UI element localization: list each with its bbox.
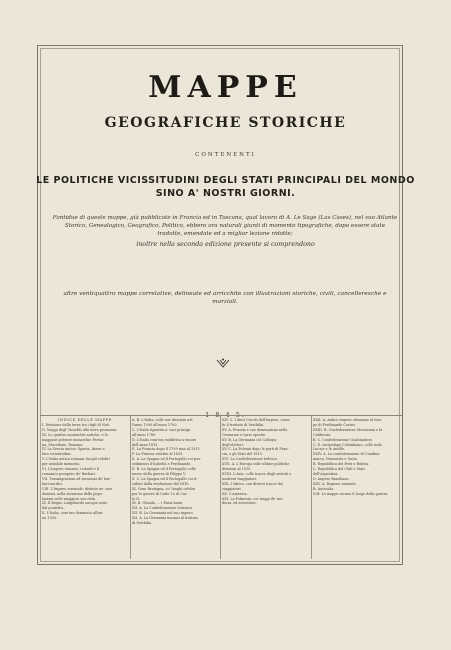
index-entry: Germania e varie epoche.	[222, 432, 267, 437]
index-column-1	[42, 418, 128, 558]
index-entry: C. D. Arcipelago Colombiano, colle isole	[313, 442, 382, 447]
heading-line-1: LE POLITICHE VICISSITUDINI DEGLI STATI PRINCIPALI DEL MONDO	[36, 175, 415, 186]
index-entry: V. L'Italia antica romana: luoghi celebri	[42, 457, 110, 462]
index-entry: X. B. La Spagna ed il Portogallo colle	[132, 467, 196, 472]
index-divider	[311, 416, 312, 559]
description-paragraph: Fontidue di queste mappe, già pubblicate in Francia ed in Toscana, qual lavoro di A. Le Sage (Las Cases), nel suo Atlante Storico, Genealogico, Geografico, Politico, ebbero ora naturali giunti di momento tipografiche, dopo essere state tradotte, emendate ed a miglior lezione ridotte;	[52, 215, 398, 237]
index-entry: bari nordici.	[42, 481, 64, 486]
heading-line-2: SINO A' NOSTRI GIORNI.	[155, 188, 296, 199]
index-entry: maggiori potenze monarchie Persia-	[42, 437, 105, 442]
index-entry: no 1300.	[42, 516, 58, 521]
additional-maps-note: altre ventiquattro mappe correlative, delineate ed arricchite con illustrazioni storiche, civili, cancelleresche e marziali.	[63, 291, 387, 305]
index-entry: III. Le quattro monarchie antiche, e le	[42, 432, 108, 437]
index-entry: sultati dalla rivoluzione del 1810.	[132, 481, 190, 486]
index-entry: IX. Il Regno Longobardo nacque sotto	[42, 501, 108, 506]
index-entry: XI. B. Olanda, ... i Paesi bassi.	[132, 501, 184, 506]
index-entry: XXIV. A. La confederazione di Cundina-	[313, 452, 381, 457]
index-entry: degl'elettori.	[222, 442, 245, 447]
index-entry: lo II.	[132, 496, 140, 501]
index-entry: nuove della guerra di Filippo V.	[132, 471, 186, 476]
index-entry: XI. Gran Bretagna, co' luoghi celebri	[132, 486, 196, 491]
page-title: MAPPE	[148, 70, 303, 105]
index-entry: XII. A. La Germania innanzi al trattato	[132, 516, 199, 521]
index-entry: Lucaie e le Antille.	[313, 447, 346, 452]
index-entry: N.B. Le mappe recano il luogo della guerra.	[313, 491, 389, 496]
index-entry: XVII. A. L'Europa colle ultime politiche	[222, 462, 290, 467]
index-column-3	[222, 418, 310, 558]
index-entry: moderni viaggiatori.	[222, 476, 258, 481]
index-entry: VI. L'Impero romano; i trionfi e il	[42, 467, 99, 472]
index-entry: lazioni nelle maggiori sue città.	[42, 496, 97, 501]
index-entry: B. Repubblica del Perù e Bolivia.	[313, 462, 370, 467]
index-entry: fu il trattato di Vestfalia.	[222, 422, 265, 427]
page-subtitle: GEOGRAFICHE STORICHE	[104, 115, 347, 131]
index-entry: B. C. Confederazione Guatimalese.	[313, 437, 373, 442]
index-entry: dal pontefici.	[42, 506, 65, 511]
index-entry: di Vestfalia.	[132, 521, 153, 526]
index-entry: C. L'Italia ripartita a' vari principi	[132, 427, 191, 432]
index-entry: A. B. L'Italia, colle sue divisioni nel-	[132, 418, 194, 422]
index-entry: XVIII. L'Asia, colle tracce degli antichi e	[222, 471, 292, 476]
index-divider	[130, 416, 131, 559]
index-entry: B. Australia.	[313, 486, 335, 491]
index-entry: XII. A. La Confederazione Svizzera.	[132, 506, 193, 511]
index-entry: XII. B. La Germania nel suo impero.	[132, 511, 194, 516]
index-entry: California.	[313, 432, 332, 437]
index-entry: D. L'Italia com'era suddivisa a tenore	[132, 437, 197, 442]
contenenti-label: CONTENENTI	[195, 152, 256, 158]
index-divider	[220, 416, 221, 559]
index-column-4	[313, 418, 401, 558]
index-entry: dell'Argentina.	[313, 471, 339, 476]
index-entry: divisioni al 1815.	[222, 467, 252, 472]
index-entry: loro vicissitudini.	[42, 452, 72, 457]
index-entry: XIV. C. I dieci Circoli dell'Impero, come	[222, 418, 290, 422]
index-entry: dell'anno 1815.	[132, 442, 159, 447]
index-entry: D. Impero Brasiliano.	[313, 476, 350, 481]
index-entry: derni, ed avventure.	[222, 501, 257, 506]
index-entry: per notabile memoria.	[42, 462, 81, 467]
index-entry: marca, Venezuela e Quito.	[313, 457, 358, 462]
index-entry: XX. L'America.	[222, 491, 248, 496]
index-entry: sedimenti d'Isabella e Ferdinando.	[132, 462, 192, 467]
publication-year: 1 8 4 5.	[205, 411, 246, 419]
index-entry: all'anno 1789.	[132, 432, 157, 437]
index-entry: XV. A. Prussia e sue dominazioni nella	[222, 427, 288, 432]
index-entry: X. A. La Spagna ed il Portogallo coi pos-	[132, 457, 201, 462]
index-entry: VII. Trasmigrazioni ed invasioni de' bar-	[42, 476, 112, 481]
edition-note: inoltre nella seconda edizione presente si comprendono	[136, 241, 315, 248]
index-entry: X. L'Italia, com'era dominata all'an-	[42, 511, 104, 516]
index-entry: F. La Francia celebre al 1815.	[132, 452, 184, 457]
index-entry: E. La Francia dopo il 1799 sino al 1815.	[132, 447, 201, 452]
index-entry: XV. B. La Germania col Collegio	[222, 437, 277, 442]
index-entry: XXIII. B. Confederazione Messicana e la	[313, 427, 383, 432]
index-entry: XIX. L'Africa, con diversi tracce dei	[222, 481, 283, 486]
index-entry: I. Divisione della terra tra i figli di Noè.	[42, 422, 110, 427]
index-column-2	[132, 418, 220, 558]
index-entry: l'anno 1500 all'anno 1700.	[132, 422, 178, 427]
index-entry: X. C. La Spagna ed il Portogallo coi ri-	[132, 476, 198, 481]
index-entry: XV. C. La Polonia dopo le parti di Fran-	[222, 447, 289, 452]
index-entry: XXI. La Polinesia, coi viaggi de' mo-	[222, 496, 284, 501]
ornament-icon	[216, 358, 230, 368]
index-entry: II. Viaggi degl' Israeliti alla terra promessa.	[42, 427, 118, 432]
index-entry: IV. La Grecia antica: Sparta, Atene e	[42, 447, 105, 452]
index-entry: dominii, nella invasione delle popo-	[42, 491, 103, 496]
index-entry: cia, e gli Stati del 1815.	[222, 452, 263, 457]
index-entry: XVI. La Confederazione tedesca.	[222, 457, 279, 462]
index-entry: C. Repubblica del Chili e Stati	[313, 467, 365, 472]
index-entry: na, Macedone, Romana.	[42, 442, 84, 447]
index-entry: romanico prospero de' Barbari.	[42, 471, 96, 476]
index-entry: po di Ferdinando Cortez.	[313, 422, 356, 427]
index-entry: VIII. L'Impero orientale; distinte ne' suoi	[42, 486, 113, 491]
index-entry: XXII. A. Antico impero ottomano al tem-	[313, 418, 382, 422]
index-entry: viaggiatori.	[222, 486, 242, 491]
index-entry: XXV. A. Regione australe.	[313, 481, 357, 486]
index-heading: INDICE DELLE MAPPE	[58, 418, 112, 422]
index-entry: per le guerre di Carlo I e di Car-	[132, 491, 188, 496]
